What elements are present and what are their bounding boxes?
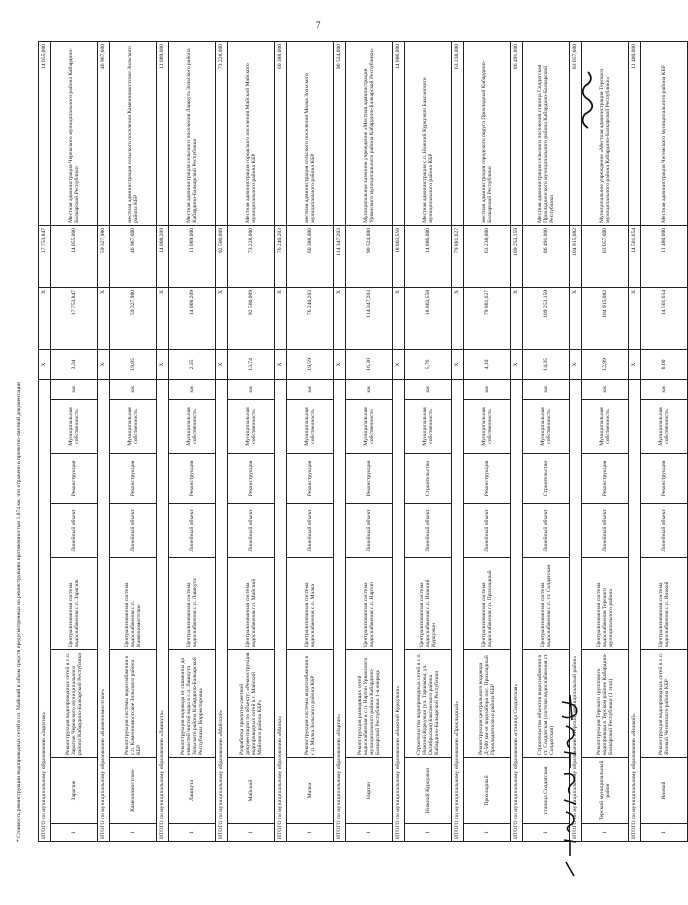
cell-form: Реконструкция <box>346 454 393 504</box>
total-cell: Х <box>393 287 405 349</box>
cell-total: 14 501,654 <box>641 287 688 349</box>
cell-budget: 73 228,000 <box>228 225 275 287</box>
total-row <box>393 41 405 841</box>
cell-total: 14 008,209 <box>169 287 216 349</box>
cell-capacity: 16,30 <box>346 349 393 379</box>
cell-event: Реконструкция системы водоснабжения в с.п. Каменномостское Зольского района КБР <box>110 650 157 758</box>
footnote <box>16 42 24 842</box>
total-cell: 109 253,159 <box>511 225 523 287</box>
cell-unit: км <box>523 379 570 399</box>
table-row <box>346 41 393 841</box>
total-row <box>334 41 346 841</box>
cell-type: Линейный объект <box>582 504 629 558</box>
cell-type: Линейный объект <box>346 504 393 558</box>
total-row <box>629 41 641 841</box>
cell-unit: км <box>228 379 275 399</box>
total-label: ИТОГО по муниципальному образованию «Лашкута» <box>157 379 169 841</box>
cell-num: 1 <box>346 824 393 842</box>
cell-unit: км <box>346 379 393 399</box>
cell-num: 1 <box>228 824 275 842</box>
cell-budget: 14 055,000 <box>51 225 98 287</box>
total-row <box>216 41 228 841</box>
cell-object: Централизованная система водоснабжения с.п. Лашкута <box>169 558 216 650</box>
total-cell: Х <box>511 349 523 379</box>
cell-form: Реконструкция <box>169 454 216 504</box>
cell-type: Линейный объект <box>464 504 511 558</box>
total-cell: Х <box>629 349 641 379</box>
cell-form: Реконструкция <box>51 454 98 504</box>
cell-recipient: местная администрация сельского поселения Малка Зольского муниципального района КБР <box>287 41 334 225</box>
cell-total: 18 803,558 <box>405 287 452 349</box>
total-cell: Х <box>39 349 51 379</box>
cell-object: Централизованная система водоснабжения с.п. Нартан <box>346 558 393 650</box>
rotated-table-area <box>38 42 670 842</box>
cell-ownership: Муниципальная собственность <box>228 400 275 454</box>
total-cell: Х <box>511 287 523 349</box>
cell-event: Реконструкция системы водоснабжения в с.п. Малка Зольского района КБР <box>287 650 334 758</box>
total-cell: Х <box>452 349 464 379</box>
cell-object: Централизованная система водоснабжения с.п. Каменномостское <box>110 558 157 650</box>
cell-type: Линейный объект <box>169 504 216 558</box>
total-cell: 104 915,082 <box>570 225 582 287</box>
total-cell: 14 501,654 <box>629 225 641 287</box>
cell-event: Реконструкция Терского группового водопровода в Терском районе Кабардино-Балкарской Республики (1 этап) <box>582 650 629 758</box>
cell-object: Централизованная система водоснабжения с.п. Зарагиж <box>51 558 98 650</box>
cell-settlement: станица Солдатская <box>523 758 570 824</box>
cell-object: Централизованная система водоснабжения Терского муниципального района <box>582 558 629 650</box>
cell-num: 1 <box>464 824 511 842</box>
cell-capacity: 19,85 <box>110 349 157 379</box>
table-row <box>169 41 216 841</box>
cell-budget: 90 524,000 <box>346 225 393 287</box>
total-cell: 76 240,203 <box>275 225 287 287</box>
cell-ownership: Муниципальная собственность <box>464 400 511 454</box>
cell-capacity: 4,10 <box>464 349 511 379</box>
cell-settlement: Прохладный <box>464 758 511 824</box>
total-row <box>275 41 287 841</box>
total-cell: Х <box>393 349 405 379</box>
cell-budget: 63 238,000 <box>464 225 511 287</box>
cell-settlement: Лашкута <box>169 758 216 824</box>
total-cell: 14 055,000 <box>39 41 51 225</box>
cell-ownership: Муниципальная собственность <box>641 400 688 454</box>
cell-unit: км <box>51 379 98 399</box>
cell-capacity: 14,35 <box>523 349 570 379</box>
total-cell: 92 500,009 <box>216 225 228 287</box>
total-row <box>511 41 523 841</box>
cell-total: 76 240,203 <box>287 287 334 349</box>
total-cell: Х <box>98 349 110 379</box>
total-cell: 11 089,000 <box>157 41 169 225</box>
total-cell: 79 881,627 <box>452 225 464 287</box>
cell-event: Реконструкция разводящих сетей водоснабжения в с.п. Нартан Урванского муниципального района Кабардино-Балкарской Республики 1-я очередь <box>346 650 393 758</box>
cell-budget: 11 089,000 <box>169 225 216 287</box>
cell-event: Разработка проектно-сметной документации по объекту: «Реконструкция водопроводных сетей в г. Майский Майского района КБР» <box>228 650 275 758</box>
cell-total: 104 915,082 <box>582 287 629 349</box>
table-row <box>464 41 511 841</box>
cell-form: Строительство <box>405 454 452 504</box>
cell-total: 17 753,847 <box>51 287 98 349</box>
total-row <box>98 41 110 841</box>
total-cell: 60 388,000 <box>275 41 287 225</box>
stamp-mark <box>575 70 601 130</box>
cell-unit: км <box>110 379 157 399</box>
total-cell: Х <box>275 349 287 379</box>
cell-capacity: 3,34 <box>51 349 98 379</box>
total-cell: 63 238,000 <box>452 41 464 225</box>
cell-type: Линейный объект <box>228 504 275 558</box>
total-cell: 11 480,000 <box>629 41 641 225</box>
cell-event: Реконструкция водовода от скважины до емкостей чистой воды в с.п. Лашкута Зольского района Кабардино-Балкарской Республики. Корректировка <box>169 650 216 758</box>
total-cell: Х <box>216 349 228 379</box>
cell-num: 1 <box>582 824 629 842</box>
cell-capacity: 13,74 <box>228 349 275 379</box>
total-cell: 86 491,000 <box>511 41 523 225</box>
table-row <box>641 41 688 841</box>
total-label: ИТОГО по муниципальному образованию «станица Солдатская» <box>511 379 523 841</box>
total-label: ИТОГО по муниципальному образованию «Терский муниципальный район» <box>570 379 582 841</box>
cell-form: Реконструкция <box>582 454 629 504</box>
cell-num: 1 <box>169 824 216 842</box>
table-row <box>287 41 334 841</box>
cell-settlement: Зарагиж <box>51 758 98 824</box>
cell-form: Строительство <box>523 454 570 504</box>
cell-form: Реконструкция <box>641 454 688 504</box>
cell-type: Линейный объект <box>51 504 98 558</box>
total-cell: Х <box>334 287 346 349</box>
total-cell: Х <box>334 349 346 379</box>
cell-total: 114 347,203 <box>346 287 393 349</box>
handwritten-signature <box>540 690 600 880</box>
total-cell: Х <box>570 349 582 379</box>
total-cell: 59 327,980 <box>98 225 110 287</box>
cell-budget: 46 967,000 <box>110 225 157 287</box>
total-cell: Х <box>157 287 169 349</box>
total-cell: Х <box>452 287 464 349</box>
cell-type: Линейный объект <box>405 504 452 558</box>
cell-ownership: Муниципальная собственность <box>169 400 216 454</box>
total-label: ИТОГО по муниципальному образованию «Яникой» <box>629 379 641 841</box>
total-cell: 18 803,558 <box>393 225 405 287</box>
cell-num: 1 <box>110 824 157 842</box>
cell-object: Централизованная система водоснабжения с.п. Нижний Куркужин <box>405 558 452 650</box>
total-label: ИТОГО по муниципальному образованию «Прохладный» <box>452 379 464 841</box>
cell-object: Централизованная система водоснабжения с.п. ст. Солдатская <box>523 558 570 650</box>
cell-type: Линейный объект <box>523 504 570 558</box>
total-cell: 114 347,203 <box>334 225 346 287</box>
cell-ownership: Муниципальная собственность <box>405 400 452 454</box>
cell-num: 1 <box>405 824 452 842</box>
cell-capacity: 6,60 <box>641 349 688 379</box>
cell-num: 1 <box>523 824 570 842</box>
cell-form: Реконструкция <box>228 454 275 504</box>
cell-num: 1 <box>641 824 688 842</box>
cell-unit: км <box>464 379 511 399</box>
total-cell: 83 057,000 <box>570 41 582 225</box>
total-cell: 14 886,000 <box>393 41 405 225</box>
cell-form: Реконструкция <box>287 454 334 504</box>
cell-ownership: Муниципальная собственность <box>346 400 393 454</box>
cell-type: Линейный объект <box>110 504 157 558</box>
footnote-text: * Стоимость реконструкции водопроводных сетей в г.п. Майский и объем средств предусмотренных на реконструкцию протяженностью 1,874 км, что отражено в проектно-сметной документации <box>16 382 22 842</box>
table-row <box>110 41 157 841</box>
total-cell: 73 228,000 <box>216 41 228 225</box>
page-number: 7 <box>316 20 321 30</box>
cell-event: Строительство водопроводных сетей в с.п. Нижний Куркужин (ул. Тарчокова, ул. Октябрьская) Баксанского района Кабардино-Балкарской Республики <box>405 650 452 758</box>
cell-settlement: Нижний Куркужин <box>405 758 452 824</box>
total-cell: 14 008,209 <box>157 225 169 287</box>
cell-total: 92 500,009 <box>228 287 275 349</box>
cell-event: Реконструкция водопроводных сетей в с.п. Зарагиж Черекского муниципального района Кабардино-Балкарской Республики <box>51 650 98 758</box>
cell-unit: км <box>169 379 216 399</box>
cell-budget: 14 886,000 <box>405 225 452 287</box>
cell-capacity: 19,59 <box>287 349 334 379</box>
total-label: ИТОГО по муниципальному образованию «Нижний Куркужин» <box>393 379 405 841</box>
total-row <box>452 41 464 841</box>
cell-unit: км <box>405 379 452 399</box>
cell-unit: км <box>287 379 334 399</box>
cell-ownership: Муниципальная собственность <box>582 400 629 454</box>
total-cell: Х <box>629 287 641 349</box>
total-label: ИТОГО по муниципальному образованию «Зарагиж» <box>39 379 51 841</box>
cell-total: 59 327,980 <box>110 287 157 349</box>
total-cell: Х <box>157 349 169 379</box>
cell-recipient: местная администрация городского округа Прохладный Кабардино-Балкарской Республики <box>464 41 511 225</box>
total-label: ИТОГО по муниципальному образованию «Майский» <box>216 379 228 841</box>
cell-budget: 11 480,000 <box>641 225 688 287</box>
cell-settlement: Каменномостское <box>110 758 157 824</box>
total-label: ИТОГО по муниципальному образованию «Каменномостское» <box>98 379 110 841</box>
cell-settlement: Нартан <box>346 758 393 824</box>
total-cell: Х <box>39 287 51 349</box>
cell-unit: км <box>582 379 629 399</box>
cell-ownership: Муниципальная собственность <box>523 400 570 454</box>
cell-type: Линейный объект <box>641 504 688 558</box>
total-cell: Х <box>98 287 110 349</box>
cell-ownership: Муниципальная собственность <box>110 400 157 454</box>
cell-recipient: Муниципальное учреждение «Местная администрация Терского муниципального района Кабардино-Балкарской Республики» <box>582 41 629 225</box>
cell-event: Реконструкция водопроводных сетей в с.п. Яникой Чегемского района КБР <box>641 650 688 758</box>
total-cell: Х <box>275 287 287 349</box>
cell-total: 109 253,159 <box>523 287 570 349</box>
total-label: ИТОГО по муниципальному образованию «Нартан» <box>334 379 346 841</box>
total-row <box>157 41 169 841</box>
cell-capacity: 12,99 <box>582 349 629 379</box>
total-cell: 90 524,000 <box>334 41 346 225</box>
total-cell: Х <box>216 287 228 349</box>
cell-object: Централизованная система водоснабжения с.п. Малка <box>287 558 334 650</box>
cell-object: Централизованная система водоснабжения г.п. Майский <box>228 558 275 650</box>
cell-recipient: Местная администрация городского поселения Майский Майского муниципального района КБР <box>228 41 275 225</box>
cell-num: 1 <box>287 824 334 842</box>
cell-recipient: Местная администрация сельского поселения станица Солдатская Прохладненского муниципального района Кабардино-Балкарской Республики <box>523 41 570 225</box>
cell-total: 79 881,627 <box>464 287 511 349</box>
cell-recipient: местная администрация сельского поселения Каменномостское Зольского района КБР <box>110 41 157 225</box>
cell-event: Строительство объектов водоснабжения в ст. Солдатская (система водоснабжения ст. Солдатская) <box>523 650 570 758</box>
total-cell: 17 753,847 <box>39 225 51 287</box>
cell-settlement: Майский <box>228 758 275 824</box>
cell-object: Централизованная система водоснабжения г.о. Прохладный <box>464 558 511 650</box>
total-cell: Х <box>570 287 582 349</box>
cell-recipient: Местная администрация с.п. Нижний Куркужин Баксанского муниципального района КБР <box>405 41 452 225</box>
cell-event: Реконструкция центрального водовода Д-500 мм от водозабора пос. Прохладный Прохладненского района КБР <box>464 650 511 758</box>
table-row <box>51 41 98 841</box>
cell-form: Реконструкция <box>464 454 511 504</box>
cell-ownership: Муниципальная собственность <box>287 400 334 454</box>
cell-capacity: 5,76 <box>405 349 452 379</box>
cell-num: 1 <box>51 824 98 842</box>
cell-recipient: Муниципальное казенное учреждение «Местная администрация Урванского муниципального района Кабардино-Балкарской Республики» <box>346 41 393 225</box>
cell-recipient: Местная администрация сельского поселения Лашкута Зольского района Кабардино-Балкарской Республики <box>169 41 216 225</box>
table-row <box>228 41 275 841</box>
total-cell: 46 967,000 <box>98 41 110 225</box>
total-label: ИТОГО по муниципальному образованию «Малка» <box>275 379 287 841</box>
cell-recipient: Местная администрация Черекского муниципального района Кабардино-Балкарской Республики <box>51 41 98 225</box>
total-row <box>39 41 51 841</box>
cell-unit: км <box>641 379 688 399</box>
cell-settlement: Малка <box>287 758 334 824</box>
table-row <box>405 41 452 841</box>
cell-budget: 60 388,000 <box>287 225 334 287</box>
cell-type: Линейный объект <box>287 504 334 558</box>
cell-settlement: Терский муниципальный район <box>582 758 629 824</box>
cell-recipient: Местная администрация Чегемского муниципального района КБР <box>641 41 688 225</box>
cell-form: Реконструкция <box>110 454 157 504</box>
cell-ownership: Муниципальная собственность <box>51 400 98 454</box>
cell-object: Централизованная система водоснабжения с.п. Яникой <box>641 558 688 650</box>
cell-settlement: Яникой <box>641 758 688 824</box>
cell-capacity: 2,35 <box>169 349 216 379</box>
cell-budget: 86 491,000 <box>523 225 570 287</box>
cell-budget: 83 057,000 <box>582 225 629 287</box>
